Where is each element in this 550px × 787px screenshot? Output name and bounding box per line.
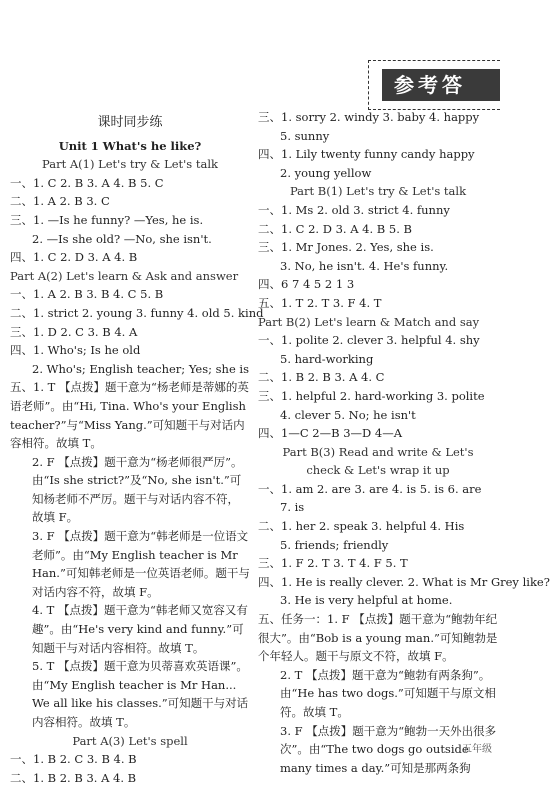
right-answer-line: 五、任务一：1. F 【点拨】题干意为“鲍勃年纪很大”。由“Bob is a young man.”可知鲍勃是个年轻人。题干与原文不符，故填 F。 [258,612,498,664]
right-answer-line: 5. friends; friendly [280,537,389,552]
right-answer-line: Part B(3) Read and write & Let's [282,444,474,459]
right-answer-line: 7. is [280,500,305,515]
right-answer-line: 4. clever 5. No; he isn't [280,407,416,422]
right-answer-line: 四、1. He is really clever. 2. What is Mr Grey like? [258,574,550,589]
left-answer-line: 2. —Is she old? —No, she isn't. [32,231,212,246]
left-answer-line: 一、1. C 2. B 3. A 4. B 5. C [10,175,164,190]
left-answer-line: 四、1. C 2. D 3. A 4. B [10,250,138,265]
right-answer-line: 3. No, he isn't. 4. He's funny. [280,258,449,273]
right-answer-lines [258,108,550,777]
left-answer-line: 二、1. B 2. B 3. A 4. B [10,770,137,785]
right-answer-line: 四、6 7 4 5 2 1 3 [258,277,355,292]
right-answer-line: 二、1. B 2. B 3. A 4. C [258,370,385,385]
left-answer-line: 五、1. T 【点拨】题干意为“杨老师是蒂娜的英语老师”。由“Hi, Tina. Who's your English teacher?”与“Miss Yang.”可知题干与对话内容相符。故填 T。 [10,380,249,451]
right-answer-line: 2. young yellow [280,165,372,180]
unit-title: Unit 1 What's he like? [58,138,202,153]
right-answer-line: 3. He is very helpful at home. [280,593,453,608]
left-answer-line: 三、1. D 2. C 3. B 4. A [10,324,138,339]
right-answer-line: 5. hard-working [280,351,374,366]
left-column [10,108,264,787]
right-column [258,108,550,777]
banner-title: 参考答 [382,69,500,101]
right-answer-line: 3. F 【点拨】题干意为“鲍勃一天外出很多次”。由“The two dogs go outside many times a day.”可知是那两条狗 [280,723,497,775]
right-answer-line: 四、1. Lily twenty funny candy happy [258,147,475,162]
right-answer-line: 二、1. C 2. D 3. A 4. B 5. B [258,221,412,236]
right-answer-line: 2. T 【点拨】题干意为“鲍勃有两条狗”。由“He has two dogs.”可知题干与原文相符。故填 T。 [280,667,496,719]
right-answer-line: 一、1. Ms 2. old 3. strict 4. funny [258,202,450,217]
left-answer-line: 二、1. A 2. B 3. C [10,194,110,209]
right-answer-line: 五、1. T 2. T 3. F 4. T [258,295,382,310]
left-answer-line: 2. Who's; English teacher; Yes; she is [32,361,249,376]
left-answer-lines [10,155,264,787]
left-answer-line: Part A(1) Let's try & Let's talk [42,157,218,172]
left-answer-line: 二、1. strict 2. young 3. funny 4. old 5. kind [10,305,264,320]
right-answer-line: 5. sunny [280,128,330,143]
left-answer-line: 2. F 【点拨】题干意为“杨老师很严厉”。由“Is she strict?”及“No, she isn't.”可知杨老师不严厉。题干与对话内容不符，故填 F。 [32,454,243,525]
answer-banner [368,60,500,110]
left-answer-line: Part A(3) Let's spell [72,733,188,748]
left-answer-line: 3. F 【点拨】题干意为“韩老师是一位语文老师”。由“My English teacher is Mr Han.”可知韩老师是一位英语老师。题干与对话内容不符，故填 F。 [32,529,250,599]
right-answer-line: 三、1. F 2. T 3. T 4. F 5. T [258,556,408,571]
left-answer-line: 四、1. Who's; Is he old [10,343,141,358]
right-answer-line: 三、1. sorry 2. windy 3. baby 4. happy [258,110,480,124]
left-answer-line: 一、1. B 2. C 3. B 4. B [10,752,137,767]
right-answer-line: 一、1. polite 2. clever 3. helpful 4. shy [258,333,480,348]
right-answer-line: 三、1. Mr Jones. 2. Yes, she is. [258,240,434,255]
left-answer-line: 三、1. —Is he funny? —Yes, he is. [10,212,204,227]
left-answer-line: 一、1. A 2. B 3. B 4. C 5. B [10,287,164,302]
right-answer-line: 一、1. am 2. are 3. are 4. is 5. is 6. are [258,481,482,496]
right-answer-line: Part B(1) Let's try & Let's talk [289,184,467,199]
right-answer-line: check & Let's wrap it up [306,463,450,478]
right-answer-line: 二、1. her 2. speak 3. helpful 4. His [258,519,465,534]
left-answer-line: 5. T 【点拨】题干意为贝蒂喜欢英语课”。由“My English teacher is Mr Han... We all like his classes.”可知题干与对话内容相符。故填 T。 [32,659,249,729]
right-answer-line: 三、1. helpful 2. hard-working 3. polite [258,388,485,403]
grade-footer: 五年级 [462,744,492,755]
section-heading: 课时同步练 [97,115,163,130]
right-answer-line: 四、1—C 2—B 3—D 4—A [258,426,403,441]
right-answer-line: Part B(2) Let's learn & Match and say [258,314,480,329]
left-answer-line: 4. T 【点拨】题干意为“韩老师又宽容又有趣”。由“He's very kind and funny.”可知题干与对话内容相符。故填 T。 [32,603,248,655]
left-answer-line: Part A(2) Let's learn & Ask and answer [10,268,239,283]
